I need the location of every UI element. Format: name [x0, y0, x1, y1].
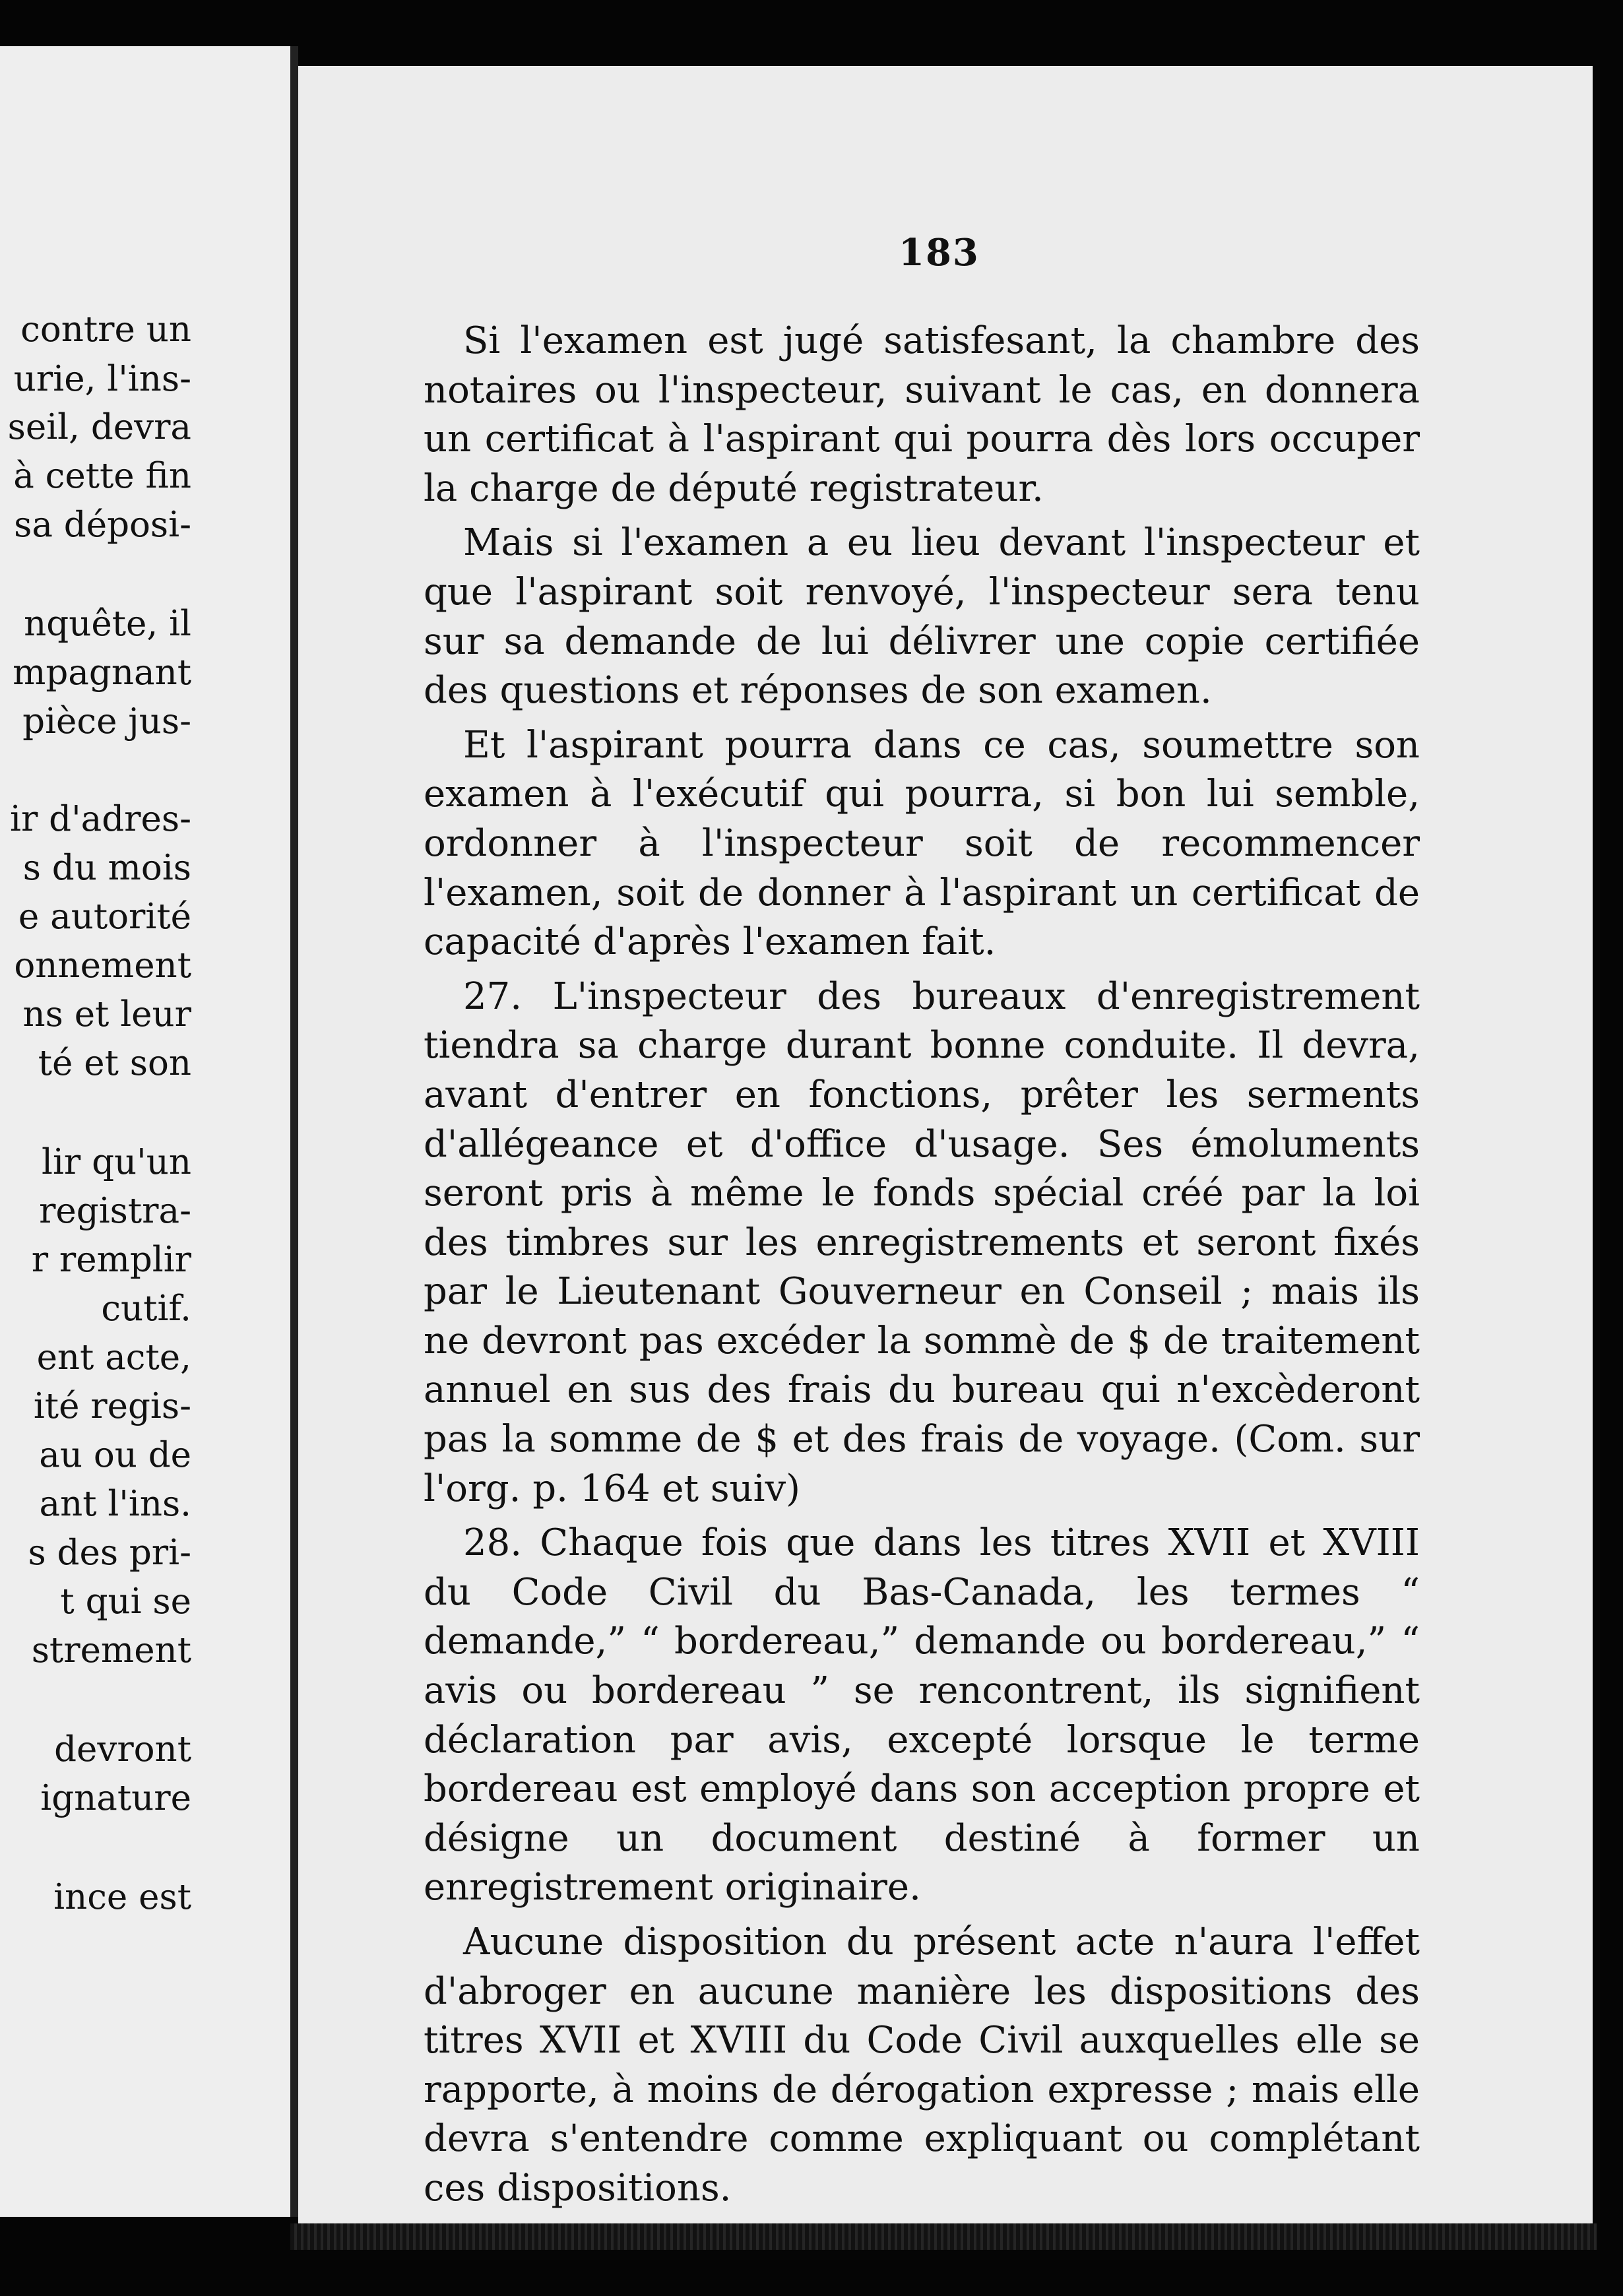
left-page-line: s des pri-	[28, 1533, 191, 1573]
left-page-line: ent acte,	[36, 1337, 191, 1378]
left-page-line: ignature	[40, 1778, 191, 1818]
left-page-line: lir qu'un	[42, 1142, 191, 1182]
left-page-line: contre un	[20, 309, 191, 350]
left-page-line: mpagnant	[13, 653, 191, 693]
left-page-line: strement	[31, 1630, 191, 1671]
left-page-line: sa déposi-	[14, 505, 191, 545]
left-page-line: s du mois	[22, 848, 191, 888]
left-page-line: ince est	[53, 1877, 191, 1917]
page-number: 183	[899, 231, 980, 274]
left-page-line: e autorité	[18, 897, 191, 937]
left-page-line: cutif.	[101, 1289, 191, 1329]
paragraph: Et l'aspirant pourra dans ce cas, soumettre son examen à l'exécutif qui pourra, si bon lui semble, ordonner à l'inspecteur soit de recommencer l'examen, soit de donner à l'aspirant un certificat de capacité d'après l'examen fait.	[424, 723, 1420, 964]
paragraph: Mais si l'examen a eu lieu devant l'inspecteur et que l'aspirant soit renvoyé, l'inspecteur sera tenu sur sa demande de lui délivrer une copie certifiée des questions et réponses de son examen.	[424, 521, 1420, 713]
left-page-line: ant l'ins.	[39, 1484, 191, 1524]
left-page-line: registra-	[39, 1191, 191, 1231]
page-body	[424, 317, 1420, 2219]
left-page-line: devront	[54, 1729, 191, 1770]
left-page-line: ité regis-	[33, 1386, 191, 1426]
paragraph: Aucune disposition du présent acte n'aura l'effet d'abroger en aucune manière les dispositions des titres XVII et XVIII du Code Civil auxquelles elle se rapporte, à moins de dérogation expresse ; mais elle devra s'entendre comme expliquant ou complétant ces dispositions.	[424, 1921, 1420, 2210]
left-page-line: té et son	[38, 1043, 191, 1083]
left-page-line: urie, l'ins-	[13, 359, 191, 399]
paragraph: 28. Chaque fois que dans les titres XVII et XVIII du Code Civil du Bas-Canada, les termes “ demande,” “ bordereau,” demande ou bordereau,” “ avis ou bordereau ” se rencontrent, ils signifient déclaration par avis, excepté lorsque le terme bordereau est employé dans son acception propre et désigne un document destiné à former un enregistrement originaire.	[424, 1521, 1420, 1909]
paragraph: 27. L'inspecteur des bureaux d'enregistrement tiendra sa charge durant bonne conduite. Il devra, avant d'entrer en fonctions, prêter les serments d'allégeance et d'office d'usage. Ses émoluments seront pris à même le fonds spécial créé par la loi des timbres sur les enregistrements et seront fixés par le Lieutenant Gouverneur en Conseil ; mais ils ne devront pas excéder la sommè de $ de traitement annuel en sus des frais du bureau qui n'excèderont pas la somme de $ et des frais de voyage. (Com. sur l'org. p. 164 et suiv)	[424, 974, 1420, 1510]
left-page-line: pièce jus-	[22, 701, 191, 742]
left-page-fragment	[0, 46, 290, 2217]
left-page-line: ns et leur	[22, 994, 191, 1035]
paragraph: Si l'examen est jugé satisfesant, la chambre des notaires ou l'inspecteur, suivant le cas, en donnera un certificat à l'aspirant qui pourra dès lors occuper la charge de député registrateur.	[424, 319, 1420, 510]
left-page-line: nquête, il	[24, 604, 191, 644]
book-gutter	[290, 46, 298, 2217]
left-page-line: au ou de	[39, 1435, 191, 1475]
left-page-line: ir d'adres-	[10, 799, 191, 839]
left-page-line: r remplir	[31, 1240, 191, 1280]
left-page-line: t qui se	[60, 1581, 191, 1622]
scan-edge-strip	[290, 2223, 1597, 2250]
left-page-line: seil, devra	[7, 407, 191, 447]
right-page	[298, 66, 1593, 2223]
left-page-line: onnement	[14, 945, 191, 986]
left-page-line: à cette fin	[13, 456, 191, 496]
